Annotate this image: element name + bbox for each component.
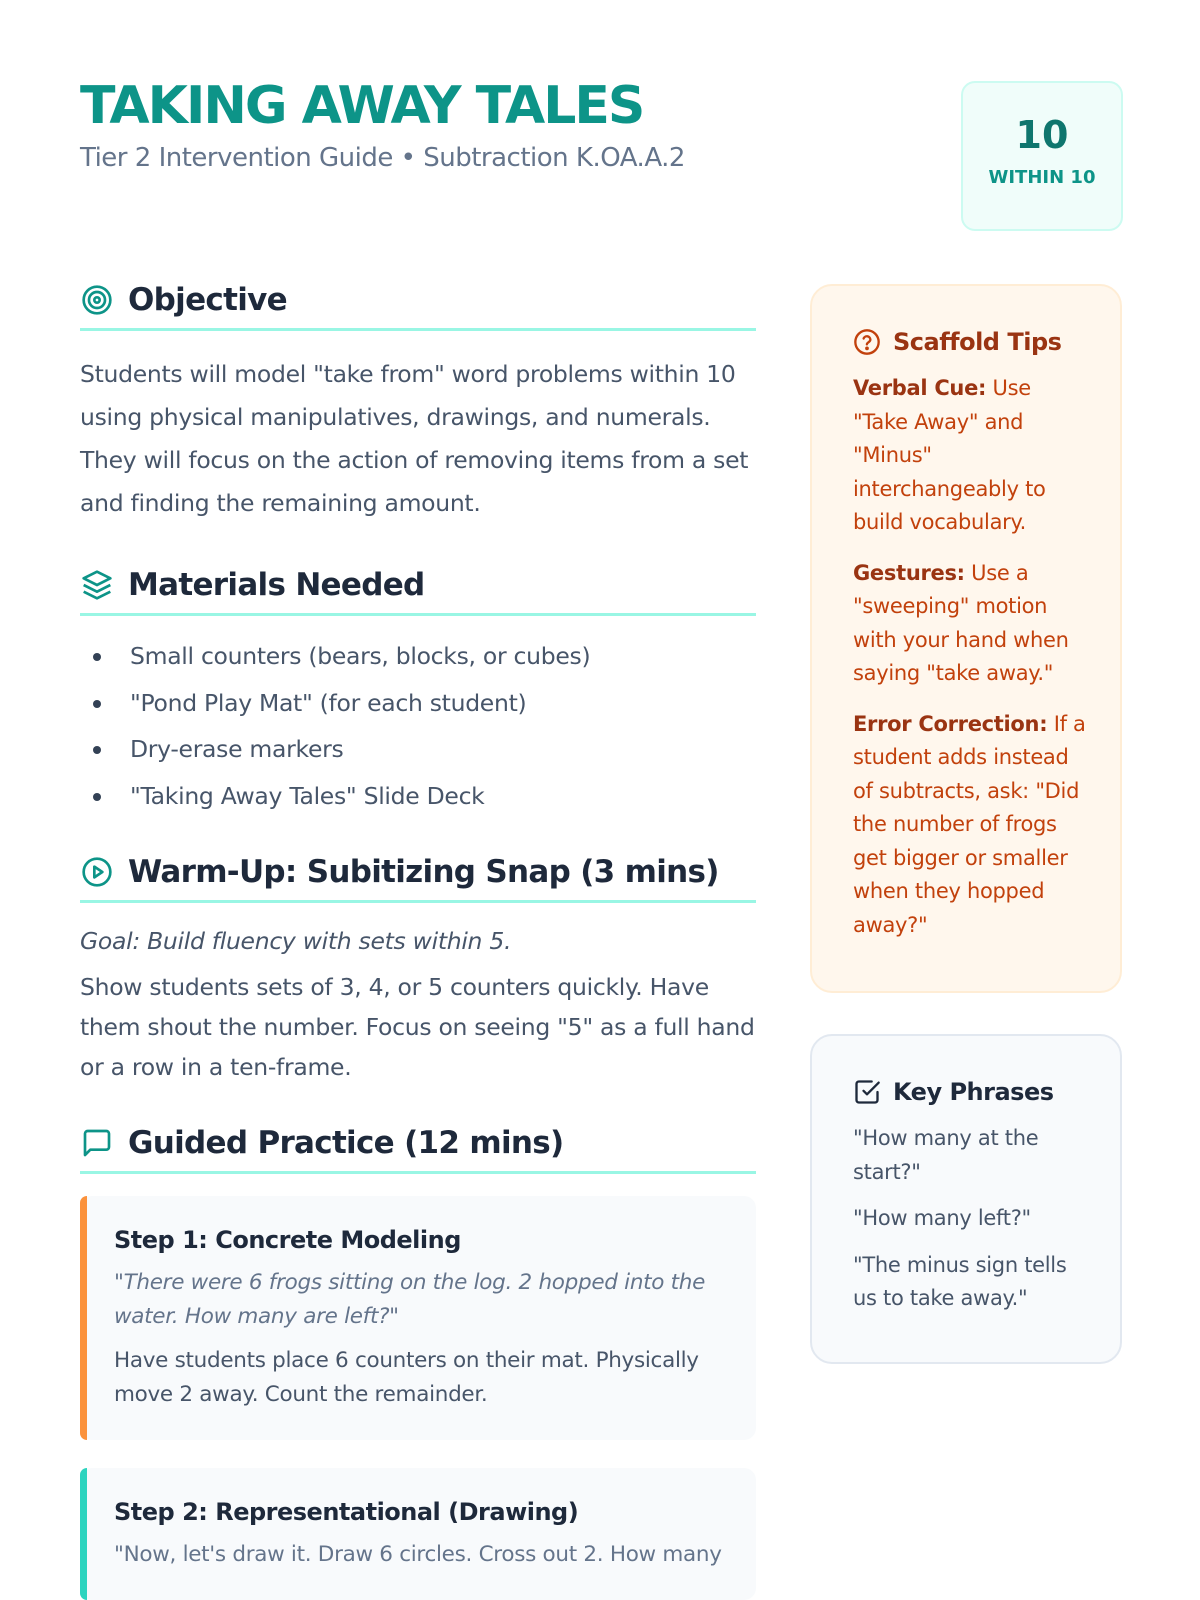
page-header [80, 78, 840, 173]
key-phrase: "How many left?" [853, 1206, 1031, 1230]
step-accent-bar [80, 1468, 87, 1600]
step-accent-bar [80, 1196, 87, 1440]
guided-heading: Guided Practice (12 mins) [128, 1125, 564, 1161]
objective-heading-row [80, 282, 756, 331]
scaffold-tip [853, 708, 1090, 943]
layers-icon [80, 568, 114, 602]
materials-list [80, 636, 756, 822]
warmup-goal: Goal: Build fluency with sets within 5. [80, 927, 512, 955]
scaffold-heading-row [853, 328, 1090, 356]
step-quote: "There were 6 frogs sitting on the log. 2 hopped into the water. How many are left?" [114, 1270, 706, 1329]
key-phrases-heading-row [853, 1078, 1090, 1106]
check-square-icon [853, 1078, 881, 1106]
step-card-2 [80, 1468, 756, 1600]
main-column [80, 282, 756, 1600]
badge-number: 10 [1015, 113, 1069, 157]
tip-label: Gestures: [853, 560, 965, 585]
objective-heading: Objective [128, 282, 287, 318]
list-item: "Taking Away Tales" Slide Deck [80, 776, 756, 823]
tip-label: Verbal Cue: [853, 376, 987, 400]
key-phrase: "How many at the start?" [853, 1126, 1039, 1184]
step-card-1 [80, 1196, 756, 1440]
scaffold-tip [853, 557, 1090, 691]
scaffold-heading: Scaffold Tips [893, 328, 1062, 356]
chat-bubble-icon [80, 1126, 114, 1160]
help-circle-icon [853, 328, 881, 356]
materials-heading-row [80, 567, 756, 616]
page-title: TAKING AWAY TALES [80, 76, 644, 136]
materials-heading: Materials Needed [128, 567, 425, 603]
list-item: Small counters (bears, blocks, or cubes) [80, 636, 756, 683]
warmup-text: Show students sets of 3, 4, or 5 counters quickly. Have them shout the number. Focus on seeing "5" as a full hand or a row in a ten-frame. [80, 973, 755, 1081]
step-quote: "Now, let's draw it. Draw 6 circles. Cross out 2. How many [114, 1542, 722, 1567]
warmup-heading-row [80, 854, 756, 903]
play-circle-icon [80, 855, 114, 889]
scaffold-tip [853, 372, 1090, 540]
objective-text: Students will model "take from" word problems within 10 using physical manipulatives, drawings, and numerals. They will focus on the action of removing items from a set and finding the remaining amount. [80, 360, 749, 517]
page-subtitle: Tier 2 Intervention Guide • Subtraction K.OA.A.2 [80, 143, 685, 174]
target-icon [80, 283, 114, 317]
tip-text: Use "Take Away" and "Minus" interchangeably to build vocabulary. [853, 376, 1046, 534]
key-phrases-card [810, 1034, 1122, 1364]
list-item: "Pond Play Mat" (for each student) [80, 683, 756, 730]
badge-label: WITHIN 10 [988, 167, 1096, 188]
key-phrase: "The minus sign tells us to take away." [853, 1252, 1067, 1310]
scaffold-tips-card [810, 284, 1122, 993]
key-phrases-heading: Key Phrases [893, 1078, 1054, 1106]
tip-text: If a student adds instead of subtracts, ask: "Did the number of frogs get bigger or smaller when they hopped away?" [853, 711, 1086, 937]
step-title: Step 2: Representational (Drawing) [114, 1498, 579, 1526]
guided-heading-row [80, 1125, 756, 1174]
warmup-heading: Warm-Up: Subitizing Snap (3 mins) [128, 854, 719, 890]
tip-text: Use a "sweeping" motion with your hand when saying "take away." [853, 560, 1069, 685]
tip-label: Error Correction: [853, 711, 1048, 736]
step-description: Have students place 6 counters on their mat. Physically move 2 away. Count the remainder. [114, 1348, 699, 1407]
list-item: Dry-erase markers [80, 729, 756, 776]
range-badge [961, 81, 1123, 231]
step-title: Step 1: Concrete Modeling [114, 1226, 461, 1254]
